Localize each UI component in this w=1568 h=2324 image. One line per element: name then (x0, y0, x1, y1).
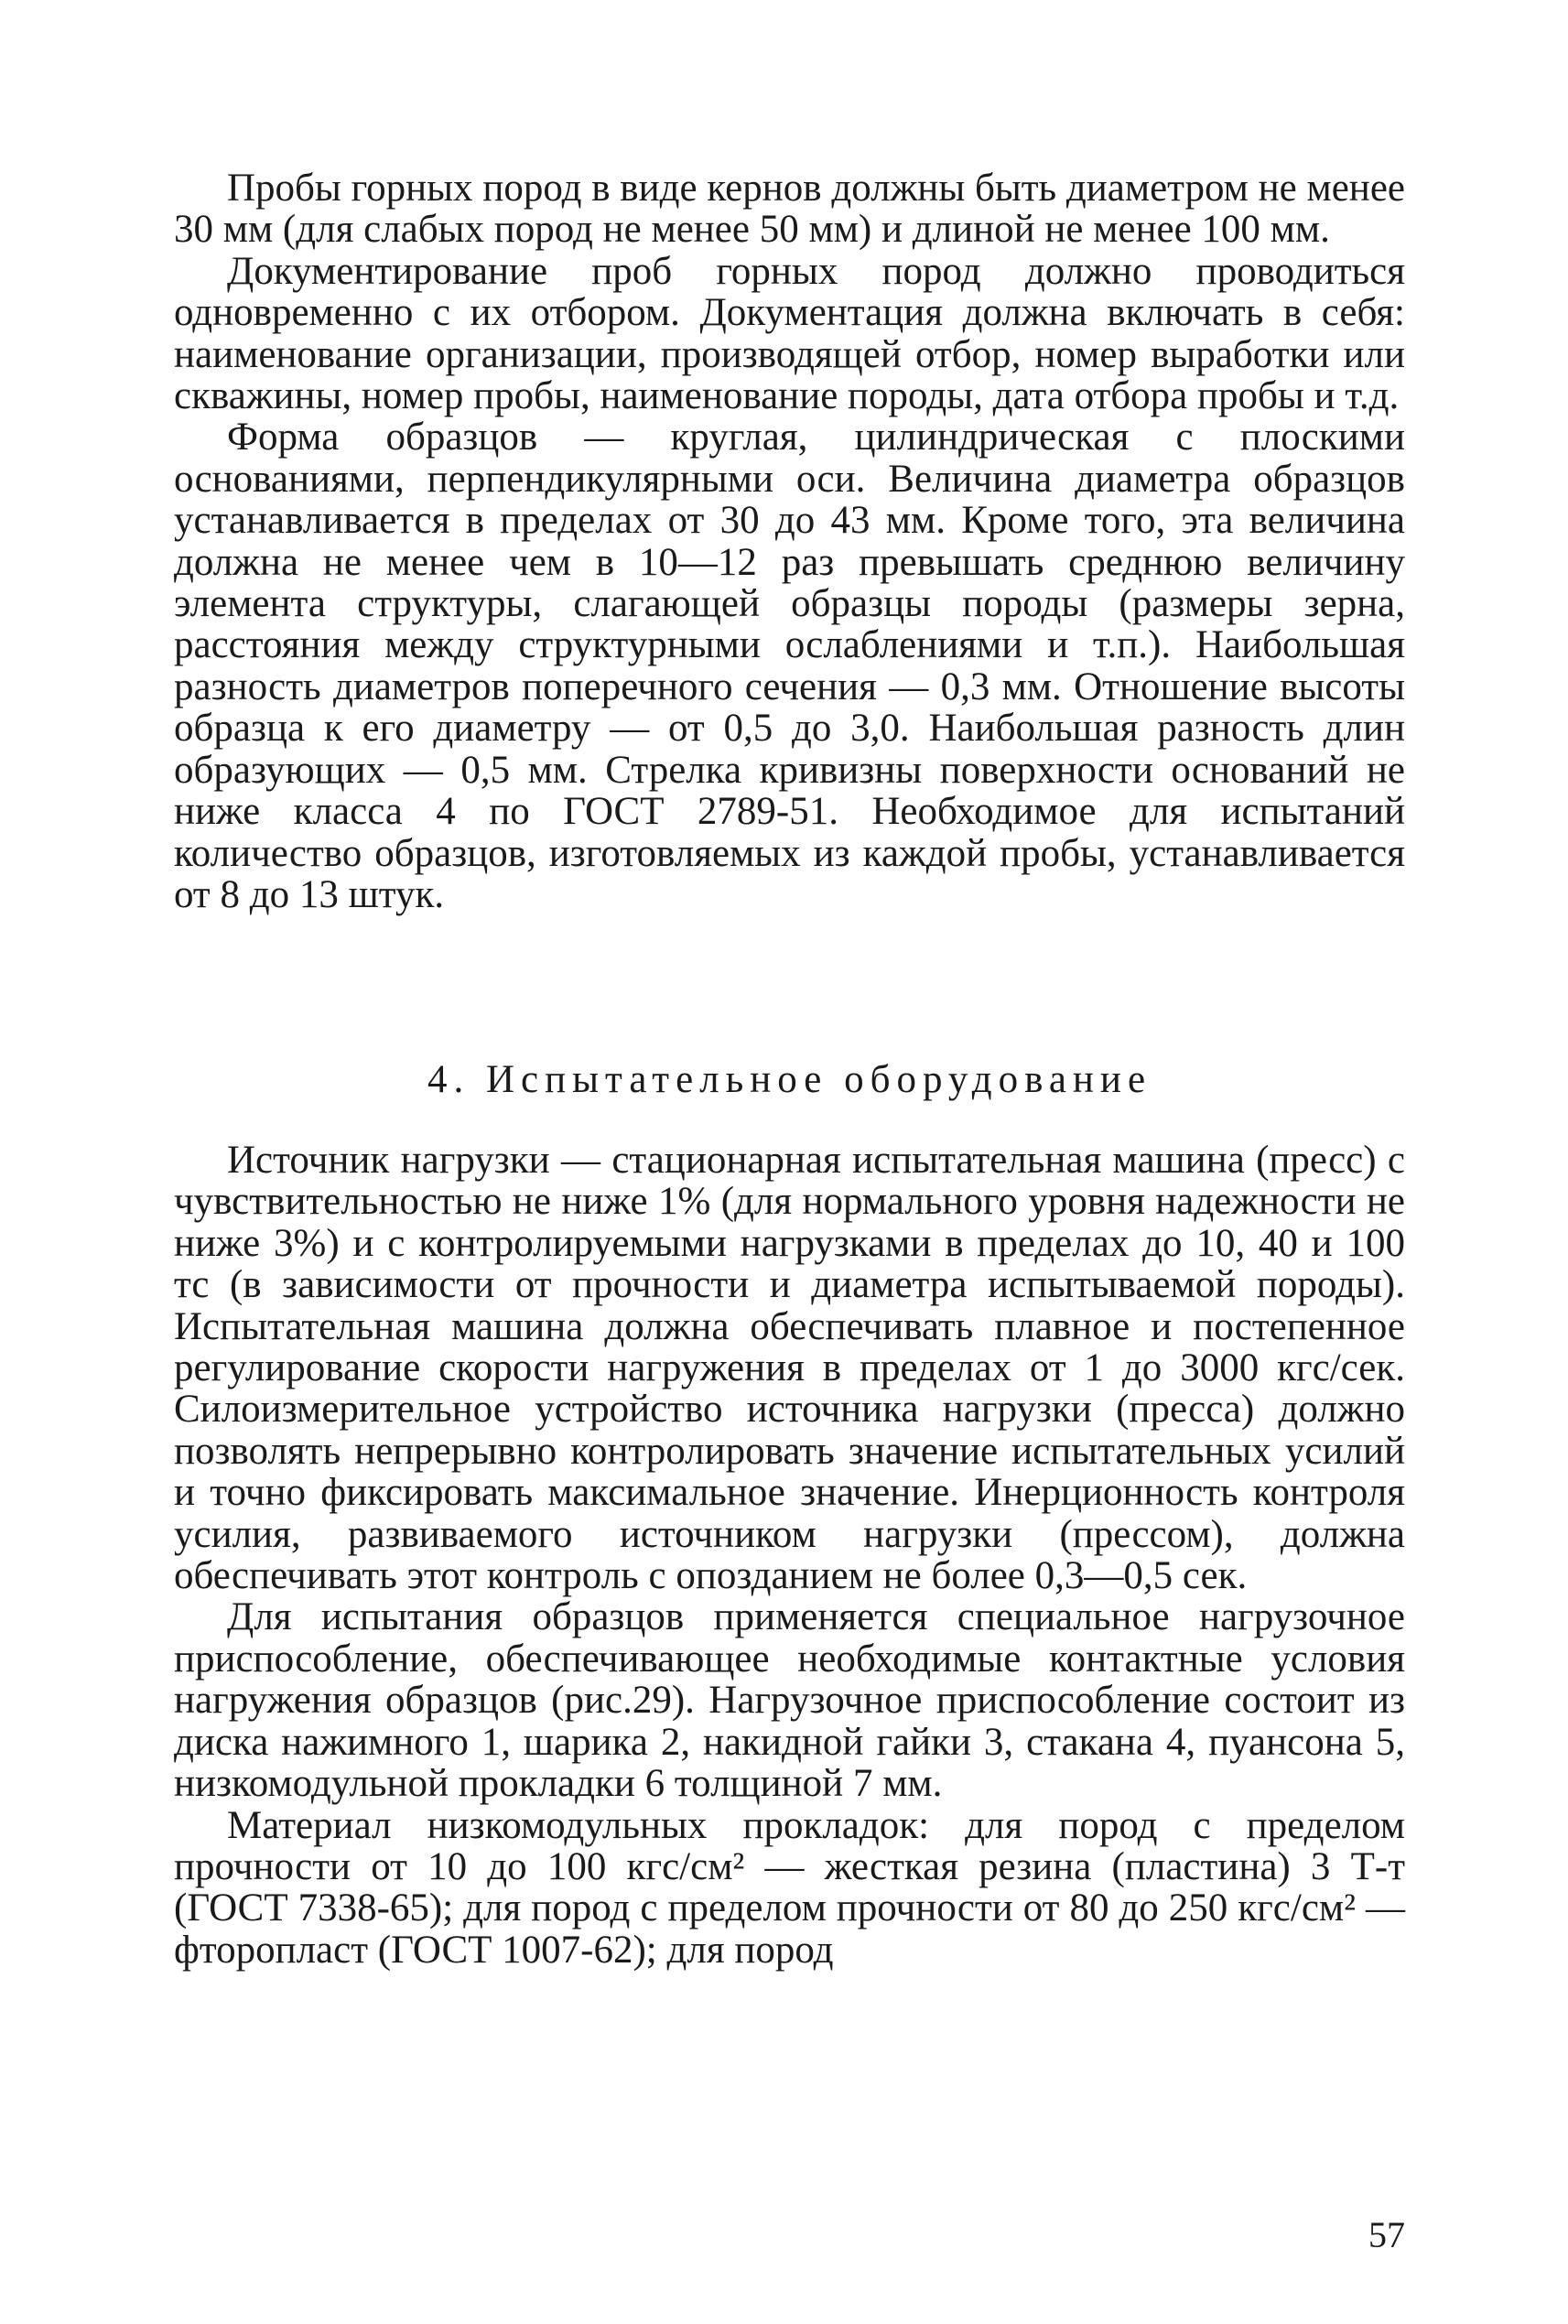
section-heading: 4. Испытательное оборудование (427, 1058, 1152, 1101)
text-block-top (174, 168, 1405, 915)
paragraph-documentation: Документирование проб горных пород должно проводиться одновременно с их отбором. Документация должна включать в себя: наименование организации, производящей отбор, номер выработки или скважины, номер пробы, наименование породы, дата отбора пробы и т.д. (174, 249, 1405, 418)
text-block-bottom (174, 1140, 1405, 1971)
paragraph-load-source: Источник нагрузки — стационарная испытательная машина (пресс) с чувствительностью не ниже 1% (для нормального уровня надежности не ниже 3%) и с контролируемыми нагрузками в пределах до 10, 40 и 100 тс (в зависимости от прочности и диаметра испытываемой породы). Испытательная машина должна обеспечивать плавное и постепенное регулирование скорости нагружения в пределах от 1 до 3000 кгс/сек. Силоизмерительное устройство источника нагрузки (пресса) должно позволять непрерывно контролировать значение испытательных усилий и точно фиксировать максимальное значение. Инерционность контроля усилия, развиваемого источником нагрузки (прессом), должна обеспечивать этот контроль с опозданием не более 0,3—0,5 сек. (174, 1139, 1405, 1598)
paragraph-sample-shape: Форма образцов — круглая, цилиндрическая с плоскими основаниями, перпендикулярными оси. Величина диаметра образцов устанавливается в пределах от 30 до 43 мм. Кроме того, эта величина должна не менее чем в 10—12 раз превышать среднюю величину элемента структуры, слагающей образцы породы (размеры зерна, расстояния между структурными ослаблениями и т.п.). Наибольшая разность диаметров поперечного сечения — 0,3 мм. Отношение высоты образца к его диаметру — от 0,5 до 3,0. Наибольшая разность длин образующих — 0,5 мм. Стрелка кривизны поверхности оснований не ниже класса 4 по ГОСТ 2789-51. Необходимое для испытаний количество образцов, изготовляемых из каждой пробы, устанавливается от 8 до 13 штук. (174, 416, 1405, 916)
paragraph-core-samples: Пробы горных пород в виде кернов должны быть диаметром не менее 30 мм (для слабых пород не менее 50 мм) и длиной не менее 100 мм. (174, 167, 1405, 252)
page-number: 57 (1368, 2214, 1405, 2255)
paragraph-gasket-material: Материал низкомодульных прокладок: для пород с пределом прочности от 10 до 100 кгс/см² — жесткая резина (пластина) 3 Т-т (ГОСТ 7338-65); для пород с пределом прочности от 80 до 250 кгс/см² — фторопласт (ГОСТ 1007-62); для пород (174, 1803, 1405, 1972)
paragraph-loading-device: Для испытания образцов применяется специальное нагрузочное приспособление, обеспечивающее необходимые контактные условия нагружения образцов (рис.29). Нагрузочное приспособление состоит из диска нажимного 1, шарика 2, накидной гайки 3, стакана 4, пуансона 5, низкомодульной прокладки 6 толщиной 7 мм. (174, 1595, 1405, 1806)
